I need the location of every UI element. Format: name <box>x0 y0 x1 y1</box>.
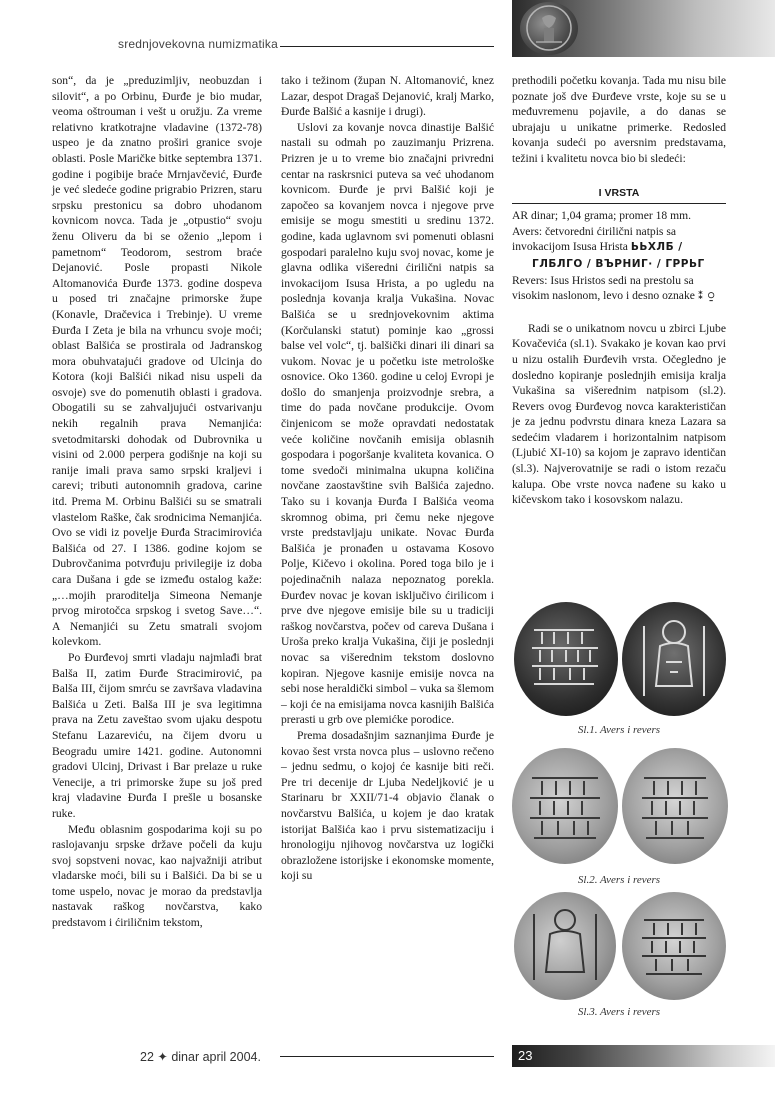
article-column-2 <box>281 73 494 884</box>
article-column-3 <box>512 73 726 508</box>
revers-description <box>512 273 726 305</box>
avers-description <box>512 224 726 256</box>
footer-rule <box>280 1056 494 1057</box>
avers-inscription: ГЛБЛГО / ВЪРНИГ· / ГРРЬГ <box>532 257 705 270</box>
coin-revers-image <box>622 602 726 716</box>
spacer <box>512 305 726 321</box>
revers-marks: ⁑ ⍜ <box>697 290 715 303</box>
paragraph: Prema dosadašnjim saznanjima Đurđe je kovao šest vrsta novca plus – uslovno rečeno – jednu sedmu, o kojoj će kasnije biti reči. Pre tri decenije dr Ljuba Nedeljković je u Starinaru br XXII/71-4 objavio članak o novčarstvu Balšića, u kojem je dao kratak istorijat Balšića kao i prvu sistematizaciju i hronologiju njihovog novčarstva uz logički obrazložene istorijske i ekonomske momente, koji su <box>281 728 494 883</box>
section-label: srednjovekovna numizmatika <box>118 37 278 51</box>
coin-avers-image <box>512 748 618 864</box>
coin-avers-image <box>514 892 616 1000</box>
figure-1 <box>512 600 726 736</box>
avers-label: Avers: <box>512 224 543 238</box>
paragraph: Po Đurđevoj smrti vladaju najmlađi brat Balša II, zatim Đurđe Stracimirović, pa Balša III, čijom smrću se završava vladavina Balšića u Zeti. Balša III je sva legitimna prava na Zetu zaveštao svom ujaku despotu Stefanu Lazareviću, na čijem dvoru u Beogradu umire 1421. godine. Autonomni gradovi Ulcinj, Drivast i Bar prelaze u ruke Venecije, a tri primorske župe su još pred kraj vladavine Đurđa I prešle u bosanske ruke. <box>52 650 262 820</box>
paragraph: Radi se o unikatnom novcu u zbirci Ljube Kovačevića (sl.1). Svakako je kovan kao prvi u nizu ostalih Đurđevih vrsta. Očegledno je dosledno kopiranje poslednjih emisija kralja Vukašina sa višerednim natpisom (sl.2). Revers ovog Đurđevog novca karakterističan je za jednu podvrstu dinara kneza Lazara sa sedećim vladarem i horizontalnim natpisom (Ljubić XI-10) sa kojom je zapravo identičan (sl.3). Najverovatnije se radi o istom rezaču kalupa. Obe vrste novca nađene su kako u kičevskom tako i kosovskom nalazu. <box>512 321 726 507</box>
avers-inscription-continued <box>512 256 726 273</box>
figure-caption: Sl.1. Avers i revers <box>577 724 661 736</box>
coin-pair-image <box>512 600 726 720</box>
header-coin-image <box>520 2 578 55</box>
figure-2 <box>512 748 726 886</box>
section-rule <box>512 203 726 204</box>
coin-pair-image <box>512 748 726 868</box>
avers-text: četvoredni ćirilični natpis sa invokacijom Isusa Hrista <box>512 224 676 254</box>
avers-inscription: ЬЬХЛБ / <box>630 241 683 254</box>
paragraph: tako i težinom (župan N. Altomanović, knez Lazar, despot Dragaš Dejanović, kralj Marko, Đurđe Balšić a kasnije i drugi). <box>281 74 494 119</box>
coin-pair-image <box>512 892 726 1012</box>
figure-caption: Sl.3. Avers i revers <box>577 1006 661 1018</box>
paragraph: Uslovi za kovanje novca dinastije Balšić nastali su odmah po zauzimanju Prizrena. Prizren je u to vreme bio značajni privredni centar na raskrsnici puteva sa već uhodanom kovnicom. Đurđe je prvi Balšić koji je započeo sa kovanjem novca i njegove prve emisije se mogu smestiti u sredinu 1372. godine, kada uglavnom svi pomenuti oblasni gospodari paralelno kuju svoj novac, kome je glavna odlika višeredni ćirilični natpis sa invokacijom Isusa Hrista, a po ugledu na poslednja kovanja kralja Vukašina. Novac Balšića se u srednjovekovnim aktima (Korčulanski statut) pominje kao „grossi balse vel volc“, tj. balšički dinari ili dinari sa vukom. Novac je u početku iste metrološke osnovice. Oko 1360. godine u celoj Evropi je došlo do smanjenja proizvodnje srebra, a time do pada novčane produkcije. Ovom činjenicom se može opravdati nedostatak veće količine novčanih emisija oblasnih gospodara i pogoršanje kvaliteta kovanica. O tome svedoči minimalna ukupna količina novčane zaostavštine svih Balšića zajedno. Tako su i kovanja Đurđa I Balšića veoma skromnog obima, pri čemu neke njegove vrste predstavljaju unikate. Novac Đurđa Balšića je pronađen u ostavama Kosovo Polje, Kičevo i okolina. Pored toga bilo je i pojedinačnih nalaza nepoznatog porekla. Đurđev novac je kovan isključivo ćirilicom i prve dve njegove emisije bile su u tradiciji raškog novčarstva, počev od careva Dušana i Uroša preko kralja Vukašina, čiji je poslednji novac sa višerednim tekstom doslovno kopiran. Njegove kasnije emisije novca na sebi nose heraldički simbol – vuka sa šlemom – koji će na emisijama novca kasnijih Balšića prerasti u grb ove plemićke porodice. <box>281 120 494 727</box>
paragraph: son“, da je „preduzimljiv, neobuzdan i silovit“, a po Orbinu, Đurđe je bio mudar, veoma oštrouman i vešt u oružju. Za vreme relativno kratkotrajne vladavine (1372-78) uspeo je da znatno proširi granice svoje oblasti. Posle Maričke bitke septembra 1371. godine i pogibije braće Mrnjavčević, Đurđe je već sledeće godine prigrabio Prizren, staru srpsku prestonicu sa dobro uhodanom kovnicom novca. Tada je „otpustio“ svoju ženu Oliveru da bi se oženio „lepom i pametnom“ Teodorom, sestrom braće Dejanović. Posle propasti Nikole Altomanovića Đurđe 1373. godine dospeva u posed tri značajne primorske župe (Konavle, Dračevica i Trebinje). U vreme Đurđa I Zeta je bila na vrhuncu svoje moći; oblast Balšića se prostirala od Jadranskog mora obuhvatajući gradove od Ulcinja do Kotora (koji Balšići nikad nisu uspeli da osvoje) sve do pomenutih oblasti i gradova. Obogatili su se zahvaljujući ostvarivanju nekih regalnih prava Nemanjića: svetodmitarski dohodak od Dubrovnika u visini od 2.000 perpera godišnje na koji su ranije imali prava samo srpski kraljevi i carevi; tributi autonomnih gradova, carine itd. Prema M. Orbinu Balšići su se smatrali vlastelom Raške, čak srodnicima Nemanjića. Ovo se vidi iz povelje Đurđa Stracimirovića Balšića od 27. I 1386. godine kojom se Dubrovčanima potvrđuju privilegije iz doba cara Dušana i gde se između ostalog kaže: „…mojih praroditelja Simeona Nemanje prvog mirotočca srpskog i svetog Save…“. A Nemanjići su Zetu smatrali svojom kolevkom. <box>52 74 262 649</box>
figure-caption: Sl.2. Avers i revers <box>577 874 661 886</box>
coin-revers-image <box>622 748 728 864</box>
footer-gradient-bar <box>512 1045 775 1067</box>
revers-text: Isus Hristos sedi na prestolu sa visokim naslonom, levo i desno oznake <box>512 273 695 303</box>
coin-spec-line: AR dinar; 1,04 grama; promer 18 mm. <box>512 209 692 223</box>
page-number: 23 <box>518 1048 533 1063</box>
coin-revers-image <box>622 892 726 1000</box>
paragraph: Među oblasnim gospodarima koji su po raslojavanju srpske države počeli da kuju svoj sopstveni novac, kao najvažniji atribut vladarske moći, bili su i Balšići. Da bi se u tome uspelo, novac je morao da predstavlja nastavak raškog novčarstva, kako predstavom i ćiriličnim tekstom, <box>52 822 262 930</box>
article-column-1 <box>52 73 262 931</box>
coin-avers-image <box>514 602 618 716</box>
footer-issue-info: 22 ✦ dinar april 2004. <box>140 1050 261 1064</box>
revers-label: Revers: <box>512 273 548 287</box>
paragraph: prethodili početku kovanja. Tada mu nisu bile poznate još dve Đurđeve vrste, koje su se u međuvremenu pojavile, a do danas se ubrajaju u unikatne primerke. Redosled kovanja sudeći po aversnim predstavama, težini i kvalitetu novca bio bi sledeći: <box>512 74 726 165</box>
coin-specification <box>512 208 726 305</box>
header-rule <box>280 46 494 47</box>
section-heading: I VRSTA <box>598 186 640 199</box>
figure-3 <box>512 892 726 1018</box>
